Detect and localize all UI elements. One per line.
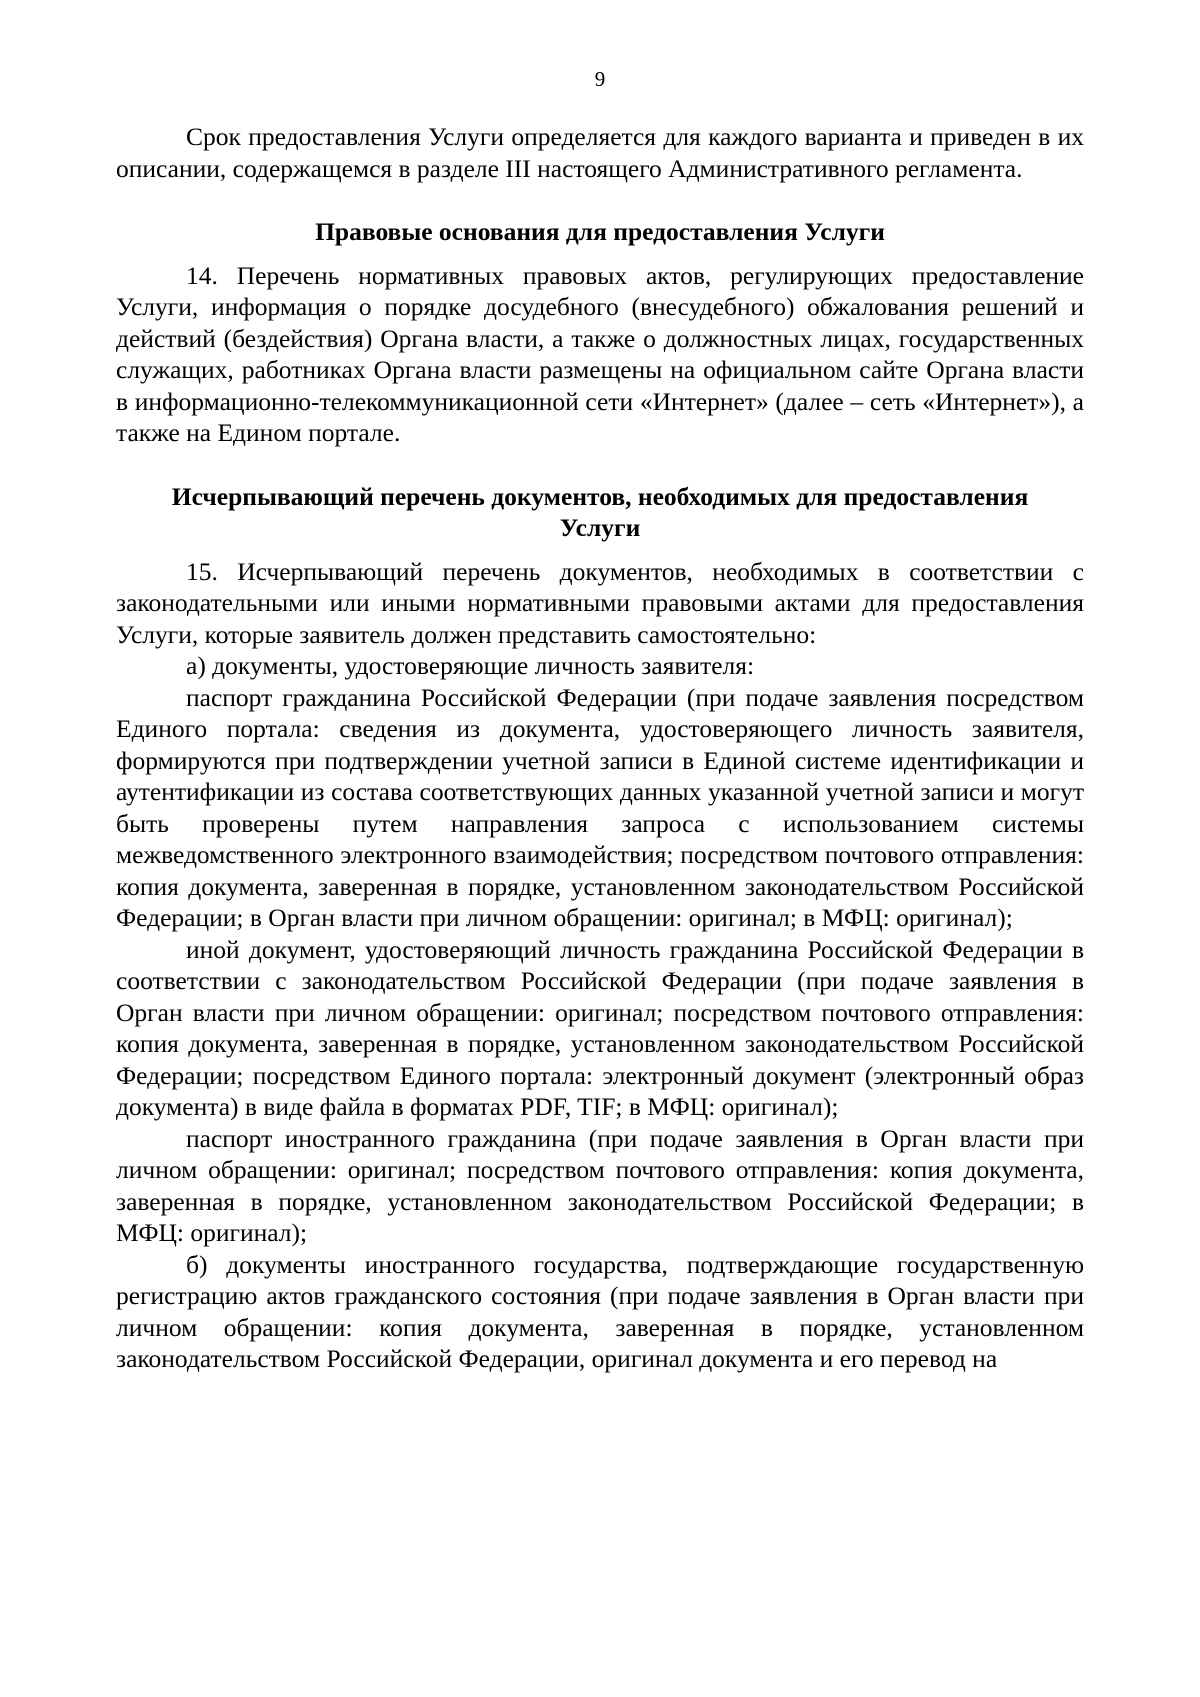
paragraph-passport-rf: паспорт гражданина Российской Федерации (при подаче заявления посредством Единого портала: сведения из документа, удостоверяющего личность заявителя, формируются при подтверждении учетной записи в Единой системе идентификации и аутентификации из состава соответствующих данных указанной учетной записи и могут быть проверены путем направления запроса с использованием системы межведомственного электронного взаимодействия; посредством почтового отправления: копия документа, заверенная в порядке, установленном законодательством Российской Федерации; в Орган власти при личном обращении: оригинал; в МФЦ: оригинал);: [116, 682, 1084, 932]
heading-legal-basis: Правовые основания для предоставления Услуги: [315, 217, 885, 246]
paragraph-item-b: б) документы иностранного государства, подтверждающие государственную регистрацию актов гражданского состояния (при подаче заявления в Орган власти при личном обращении: копия документа, заверенная в порядке, установленном законодательством Российской Федерации, оригинал документа и его перевод на: [116, 1249, 1084, 1373]
paragraph-other-id-document: иной документ, удостоверяющий личность гражданина Российской Федерации в соответствии с законодательством Российской Федерации (при подаче заявления в Орган власти при личном обращении: оригинал; посредством почтового отправления: копия документа, заверенная в порядке, установленном законодательством Российской Федерации; посредством Единого портала: электронный документ (электронный образ документа) в виде файла в форматах PDF, TIF; в МФЦ: оригинал);: [116, 934, 1084, 1121]
paragraph-foreign-passport: паспорт иностранного гражданина (при подаче заявления в Орган власти при личном обращении: оригинал; посредством почтового отправления: копия документа, заверенная в порядке, установленном законодательством Российской Федерации; в МФЦ: оригинал);: [116, 1123, 1084, 1247]
heading-documents-list: [116, 481, 1084, 544]
heading-documents-line1: Исчерпывающий перечень документов, необходимых для предоставления: [171, 481, 1029, 511]
paragraph-14-legal-acts: 14. Перечень нормативных правовых актов, регулирующих предоставление Услуги, информация о порядке досудебного (внесудебного) обжалования решений и действий (бездействия) Органа власти, а также о должностных лицах, государственных служащих, работниках Органа власти размещены на официальном сайте Органа власти в информационно-телекоммуникационной сети «Интернет» (далее – сеть «Интернет»), а также на Едином портале.: [116, 260, 1084, 447]
page-number: 9: [594, 67, 606, 91]
paragraph-item-a: а) документы, удостоверяющие личность заявителя:: [186, 651, 755, 680]
paragraph-service-term: Срок предоставления Услуги определяется для каждого варианта и приведен в их описании, содержащемся в разделе III настоящего Административного регламента.: [116, 122, 1084, 183]
document-body: [116, 121, 1084, 1375]
paragraph-15-documents: 15. Исчерпывающий перечень документов, необходимых в соответствии с законодательными или иными нормативными правовыми актами для предоставления Услуги, которые заявитель должен представить самостоятельно:: [116, 556, 1084, 649]
heading-documents-line2: Услуги: [559, 513, 641, 542]
